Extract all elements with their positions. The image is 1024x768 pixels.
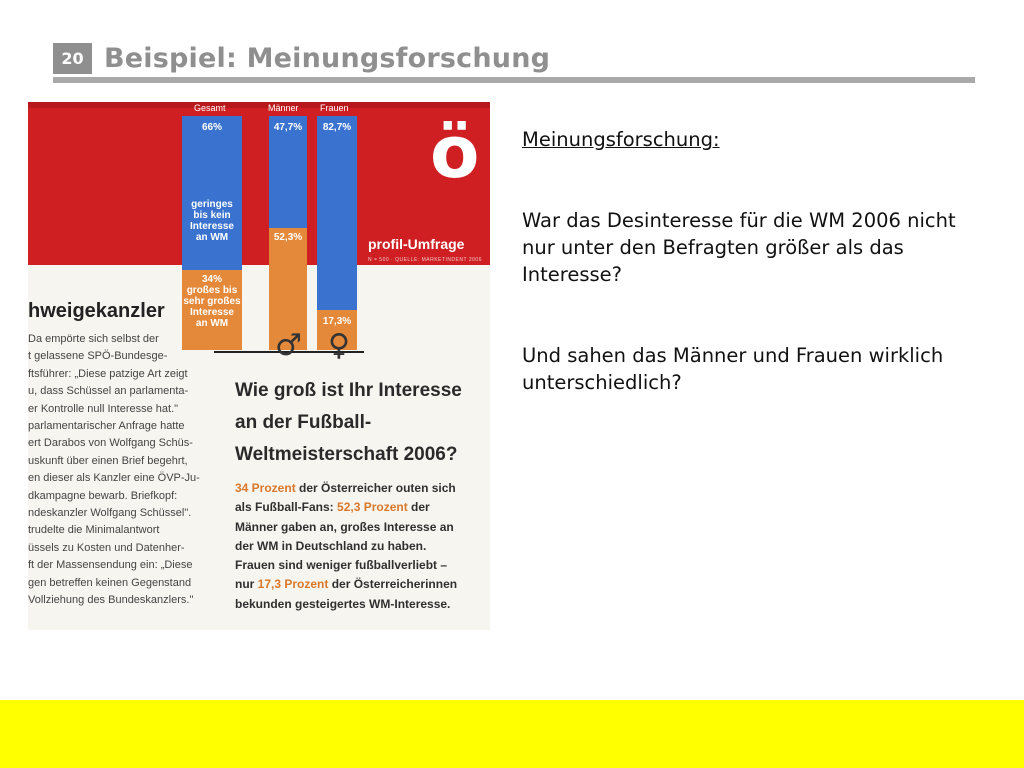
value-label-gesamt-high: 34% [201, 274, 222, 286]
survey-question-line: Weltmeisterschaft 2006? [235, 444, 458, 465]
body-text-line: der WM in Deutschland zu haben. [235, 538, 427, 553]
magazine-logo: ö [430, 110, 480, 194]
body-text-fragment: als Fußball-Fans: [235, 500, 338, 515]
survey-label: profil-Umfrage [368, 236, 465, 252]
series-label-low-3: Interesse [190, 221, 234, 232]
body-text-fragment: der [407, 500, 430, 515]
article-headline-left: hweigekanzler [28, 300, 165, 322]
series-label-high-1: großes bis [186, 285, 238, 297]
article-line: parlamentarischer Anfrage hatte [28, 420, 185, 433]
section-heading: Meinungsforschung: [522, 128, 720, 151]
article-line: üssels zu Kosten und Datenher- [28, 541, 185, 554]
bar-frauen-low-interest [317, 116, 357, 310]
bar-header-frauen: Frauen [320, 103, 349, 113]
highlight-figure: 52,3 Prozent [337, 500, 408, 515]
article-line: t gelassene SPÖ-Bundesge- [28, 350, 168, 363]
body-text-line: bekunden gesteigertes WM-Interesse. [235, 596, 451, 611]
article-line: dkampagne bewarb. Briefkopf: [28, 489, 178, 502]
article-line: Da empörte sich selbst der [28, 333, 159, 345]
discussion-question-2: Und sahen das Männer und Frauen wirklich unterschiedlich? [522, 344, 944, 394]
value-label-gesamt-low: 66% [201, 122, 222, 133]
value-label-frauen-high: 17,3% [322, 315, 352, 327]
body-text-fragment: nur [235, 577, 258, 592]
survey-question-line: an der Fußball- [235, 412, 372, 433]
series-label-high-4: an WM [195, 318, 229, 330]
series-label-low-1: geringes [191, 199, 233, 210]
article-line: trudelte die Minimalantwort [28, 524, 160, 537]
survey-summary-text [235, 479, 457, 614]
body-text-line: Männer gaben an, großes Interesse an [235, 519, 454, 534]
series-label-low-2: bis kein [193, 210, 231, 221]
series-label-high-2: sehr großes [183, 296, 241, 308]
bar-header-maenner: Männer [268, 103, 299, 113]
survey-source: N = 500 · QUELLE: MARKETINDENT 2006 [368, 257, 482, 263]
highlight-figure: 34 Prozent [235, 481, 296, 495]
female-symbol-icon: ♀ [328, 328, 350, 363]
chart-top-strip [28, 102, 490, 108]
highlight-figure: 17,3 Prozent [257, 577, 329, 592]
body-text-fragment: der Österreicherinnen [328, 577, 458, 592]
article-line: uskunft über einen Brief begehrt, [28, 454, 188, 467]
article-line: ert Darabos von Wolfgang Schüs- [28, 437, 193, 450]
slide-number-badge: 20 [53, 43, 92, 74]
article-line: ftsführer: „Diese patzige Art zeigt [28, 367, 188, 380]
value-label-maenner-low: 47,7% [273, 122, 303, 133]
article-line: en dieser als Kanzler eine ÖVP-Ju- [28, 472, 200, 485]
value-label-frauen-low: 82,7% [322, 122, 352, 133]
survey-question [235, 375, 462, 471]
bar-header-gesamt: Gesamt [194, 103, 226, 113]
body-text-line: Frauen sind weniger fußballverliebt – [235, 558, 448, 573]
body-text-fragment: der Österreicher outen sich [295, 481, 456, 495]
male-symbol-icon: ♂ [275, 328, 302, 363]
survey-question-line: Wie groß ist Ihr Interesse [235, 380, 462, 401]
discussion-question-1: War das Desinteresse für die WM 2006 nicht nur unter den Befragten größer als das Interesse? [522, 209, 956, 286]
slide-body-text [522, 126, 992, 396]
bar-maenner-low-interest [269, 116, 307, 228]
slide-title: Beispiel: Meinungsforschung [104, 43, 551, 74]
magazine-clipping-image [28, 102, 490, 630]
value-label-maenner-high: 52,3% [273, 231, 303, 243]
article-line: ft der Massensendung ein: „Diese [28, 559, 193, 572]
series-label-low-4: an WM [195, 232, 229, 243]
title-underline-rule [53, 77, 975, 83]
footer-bar [0, 700, 1024, 768]
article-line: gen betreffen keinen Gegenstand [28, 576, 192, 589]
article-line: ndeskanzler Wolfgang Schüssel". [28, 507, 192, 520]
article-line: u, dass Schüssel an parlamenta- [28, 385, 189, 398]
article-column-left [28, 300, 200, 610]
series-label-high-3: Interesse [190, 307, 234, 319]
bar-gesamt-high-interest [182, 270, 242, 350]
article-line: er Kontrolle null Interesse hat." [28, 402, 179, 415]
article-line: Vollziehung des Bundeskanzlers." [28, 594, 194, 607]
bar-gesamt-low-interest [182, 116, 242, 270]
